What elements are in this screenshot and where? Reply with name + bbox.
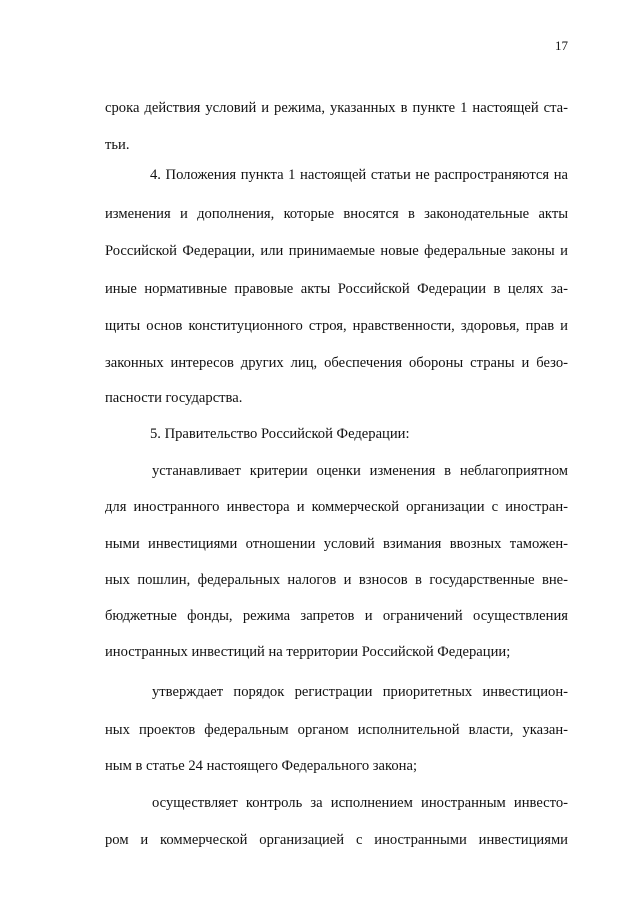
text-line: ных проектов федеральным органом исполнительной власти, указан-	[105, 722, 568, 738]
text-line: срока действия условий и режима, указанных в пункте 1 настоящей ста-	[105, 100, 568, 116]
text-line: ными инвестициями отношении условий взимания ввозных таможен-	[105, 536, 568, 552]
text-line: для иностранного инвестора и коммерческой организации с иностран-	[105, 499, 568, 515]
text-line: иные нормативные правовые акты Российской Федерации в целях за-	[105, 281, 568, 297]
paragraph-start-line: осуществляет контроль за исполнением иностранным инвесто-	[152, 795, 568, 811]
text-line: бюджетные фонды, режима запретов и ограничений осуществления	[105, 608, 568, 624]
paragraph-start-line: 5. Правительство Российской Федерации:	[150, 426, 410, 442]
page-number: 17	[555, 38, 568, 53]
text-line: иностранных инвестиций на территории Российской Федерации;	[105, 644, 511, 660]
text-line: щиты основ конституционного строя, нравственности, здоровья, прав и	[105, 318, 568, 334]
text-line: ных пошлин, федеральных налогов и взносов в государственные вне-	[105, 572, 568, 588]
paragraph-start-line: утверждает порядок регистрации приоритетных инвестицион-	[152, 684, 568, 700]
text-line: изменения и дополнения, которые вносятся в законодательные акты	[105, 206, 568, 222]
text-line: Российской Федерации, или принимаемые новые федеральные законы и	[105, 243, 568, 259]
text-line: тьи.	[105, 137, 130, 153]
text-line: ром и коммерческой организацией с иностранными инвестициями	[105, 832, 568, 848]
text-line: законных интересов других лиц, обеспечения обороны страны и безо-	[105, 355, 568, 371]
text-line: ным в статье 24 настоящего Федерального закона;	[105, 758, 417, 774]
text-line: пасности государства.	[105, 390, 243, 406]
paragraph-start-line: устанавливает критерии оценки изменения в неблагоприятном	[152, 463, 568, 479]
paragraph-start-line: 4. Положения пункта 1 настоящей статьи не распространяются на	[150, 167, 568, 183]
